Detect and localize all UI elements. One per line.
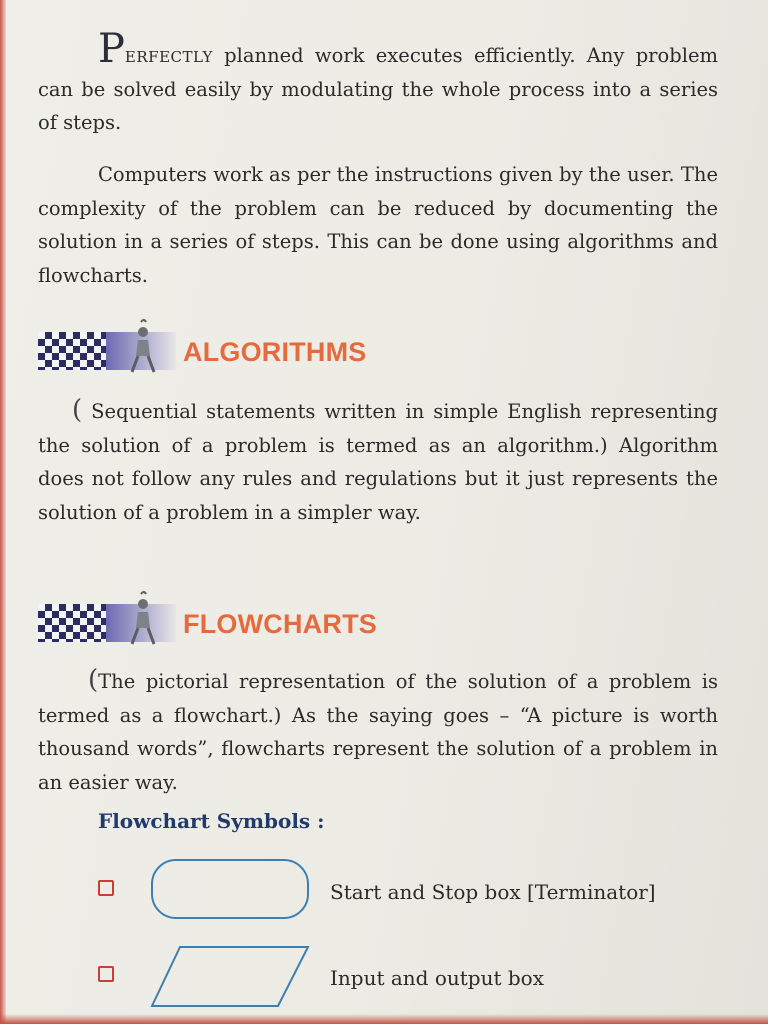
flowchart-symbols-title: Flowchart Symbols : [98,809,325,833]
flowcharts-paragraph [38,664,718,799]
algorithms-heading-label: ALGORITHMS [183,337,367,367]
flowcharts-heading-label: FLOWCHARTS [183,609,377,639]
checker-banner-icon [38,332,108,370]
intro-smallcaps: erfectly [124,43,213,67]
symbol-row-input-output [98,944,738,1014]
flowcharts-heading [38,590,438,650]
runner-figure-icon [126,590,162,650]
handwritten-bracket: ( [72,395,83,425]
parallelogram-shape-icon [150,944,310,1008]
algorithms-paragraph [38,394,718,529]
algorithms-heading [38,318,438,378]
page-edge-bottom [0,1014,768,1024]
input-output-label: Input and output box [330,966,544,990]
flowcharts-text: The pictorial representation of the solution of a problem is termed as a flowchart.) As the saying goes – “A picture is worth thousand words”, flowcharts represent the solution of a problem in an easier way. [38,670,718,794]
symbol-row-terminator [98,858,738,928]
intro-text-2: Computers work as per the instructions given by the user. The complexity of the problem can be reduced by documenting the solution in a series of steps. This can be done using algorithms and flowcharts. [38,163,718,287]
drop-cap: P [98,26,125,72]
checkbox-bullet-icon [98,880,114,896]
handwritten-bracket: ( [88,665,99,695]
page-edge-left [0,0,6,1024]
terminator-shape-icon [150,858,310,922]
intro-paragraph-1 [38,26,718,140]
terminator-label: Start and Stop box [Terminator] [330,880,656,904]
checkbox-bullet-icon [98,966,114,982]
algorithms-text: Sequential statements written in simple English representing the solution of a problem is termed as an algorithm.) Algorithm does not follow any rules and regulations but it just represents the solution of a problem in a simpler way. [38,400,719,524]
checker-banner-icon [38,604,108,642]
intro-text: planned work executes efficiently. Any problem can be solved easily by modulating the whole process into a series of steps. [38,44,718,134]
intro-paragraph-2 [38,158,718,292]
runner-figure-icon [126,318,162,378]
